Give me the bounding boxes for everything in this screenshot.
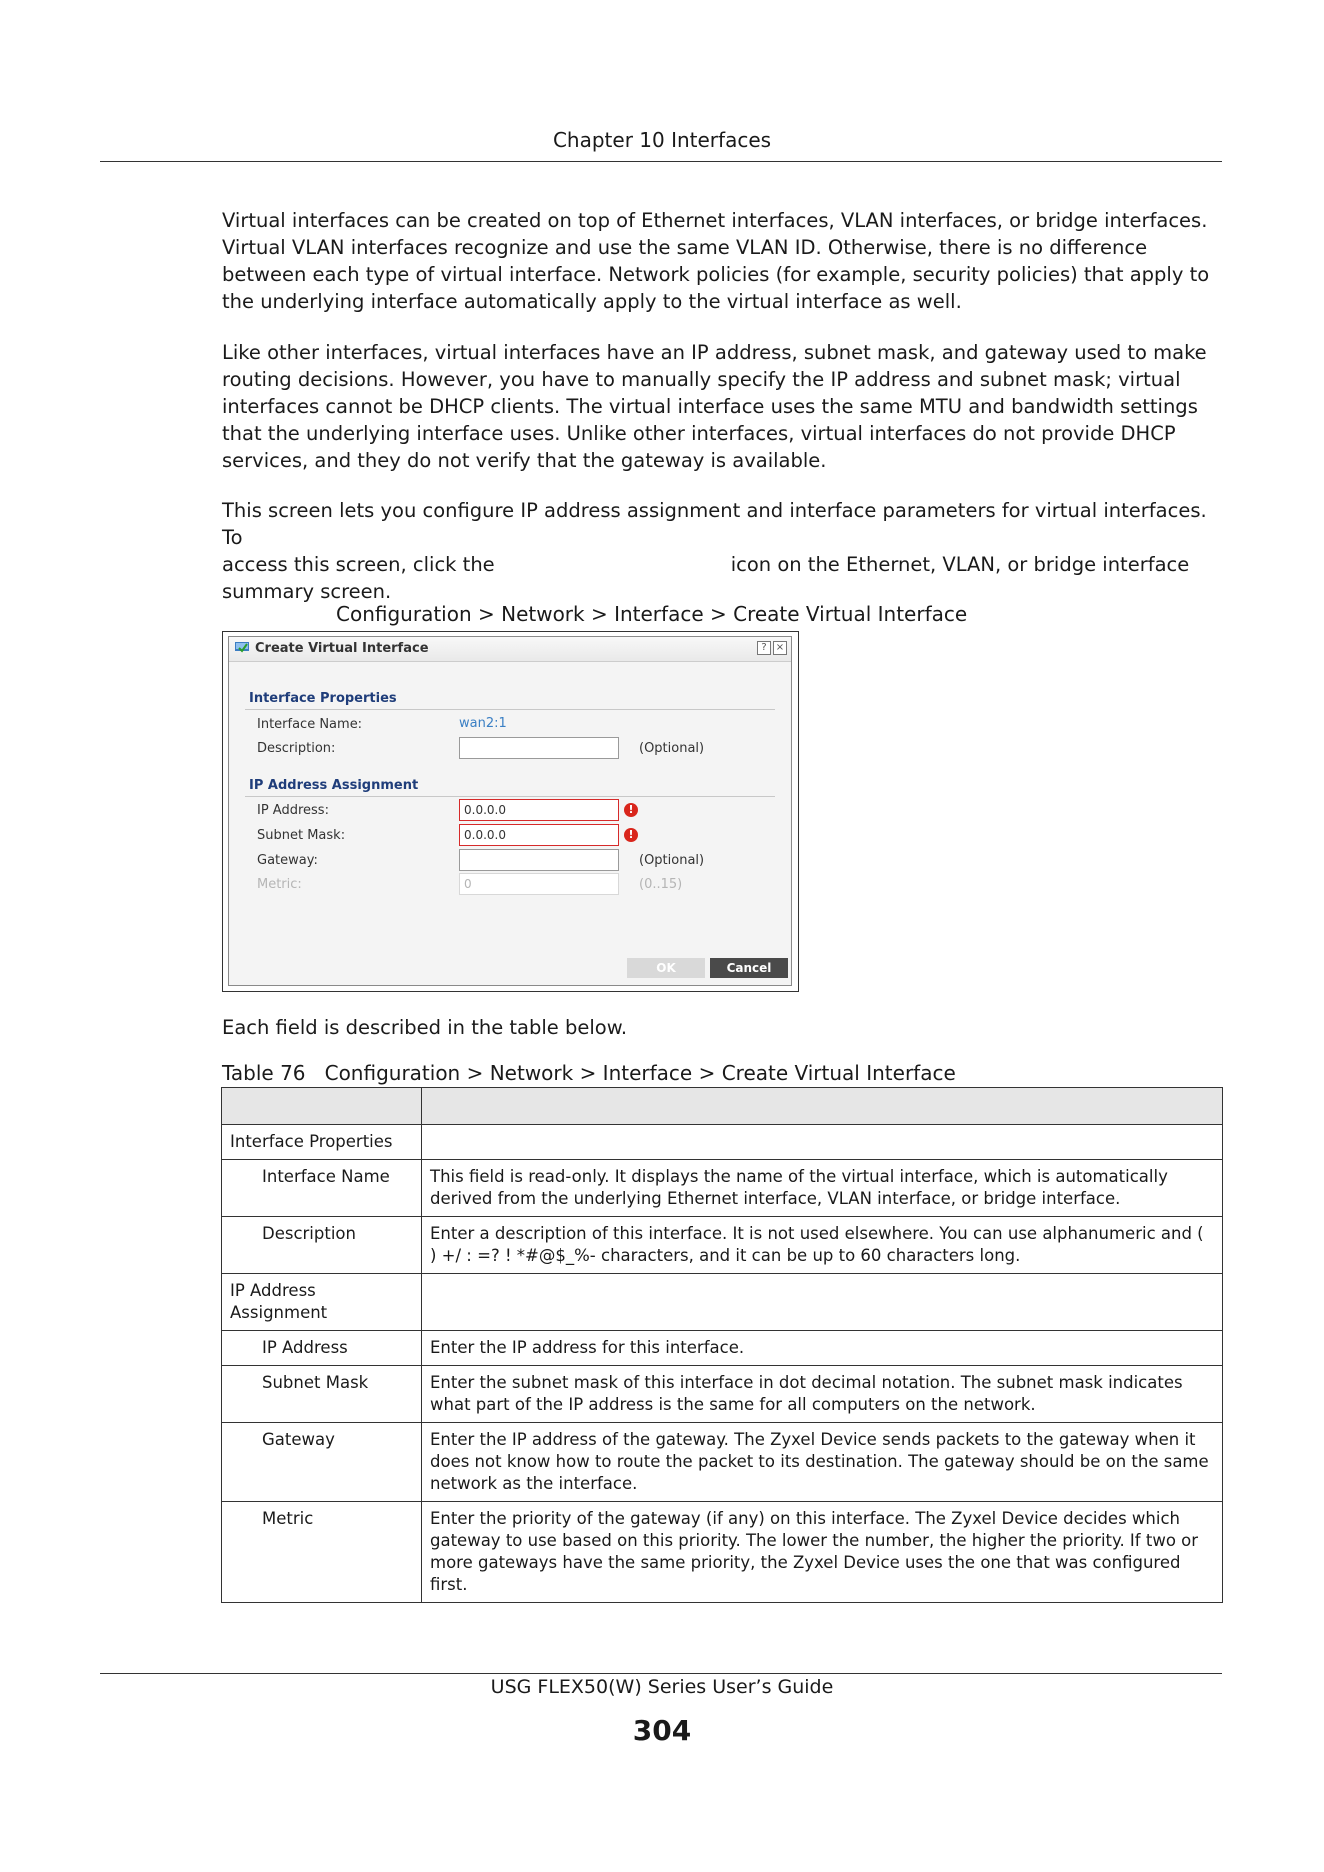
- row-label: Interface Name: [222, 1160, 422, 1217]
- ip-address-label: IP Address:: [257, 803, 329, 818]
- table-row: [222, 1502, 1223, 1603]
- interface-name-value: wan2:1: [459, 716, 507, 731]
- paragraph-3-line-2: [222, 551, 1232, 578]
- figure-caption: Configuration > Network > Interface > Create Virtual Interface: [336, 602, 968, 626]
- section-divider: [245, 709, 775, 710]
- table-row: [222, 1366, 1223, 1423]
- table-row: [222, 1217, 1223, 1274]
- row-label: Interface Properties: [222, 1125, 422, 1160]
- header-rule: [100, 161, 1222, 162]
- window-icon: [235, 642, 249, 654]
- footer-rule: [100, 1673, 1222, 1674]
- paragraph-2: Like other interfaces, virtual interfaces have an IP address, subnet mask, and gateway used to make routing decisions. However, you have to manually specify the IP address and subnet mask; virtual interfaces cannot be DHCP clients. The virtual interface uses the same MTU and bandwidth settings that the underlying interface uses. Unlike other interfaces, virtual interfaces do not provide DHCP services, and they do not verify that the gateway is available.: [222, 341, 1207, 472]
- section-interface-properties: Interface Properties: [249, 691, 397, 706]
- dialog-screenshot: [222, 631, 799, 992]
- metric-label: Metric:: [257, 877, 302, 892]
- footer-guide-title: USG FLEX50(W) Series User’s Guide: [490, 1676, 834, 1698]
- table-row: [222, 1125, 1223, 1160]
- interface-name-label: Interface Name:: [257, 717, 363, 732]
- paragraph-3-line-2b: icon on the Ethernet, VLAN, or bridge interface: [730, 553, 1190, 576]
- row-description: Enter the IP address of the gateway. The Zyxel Device sends packets to the gateway when it does not know how to route the packet to its destination. The gateway should be on the same network as the interface.: [422, 1423, 1223, 1502]
- gateway-label: Gateway:: [257, 853, 318, 868]
- subnet-mask-input[interactable]: 0.0.0.0: [459, 824, 619, 846]
- row-description: This field is read-only. It displays the name of the virtual interface, which is automatically derived from the underlying Ethernet interface, VLAN interface, or bridge interface.: [422, 1160, 1223, 1217]
- gateway-optional: (Optional): [639, 853, 705, 868]
- dialog-title: Create Virtual Interface: [255, 641, 429, 656]
- table-intro: Each field is described in the table below.: [222, 1016, 628, 1039]
- description-label: Description:: [257, 741, 336, 756]
- row-description: [422, 1125, 1223, 1160]
- page-number: 304: [632, 1714, 692, 1747]
- paragraph-3-line-2a: access this screen, click the: [222, 553, 495, 576]
- row-label: IP Address: [222, 1331, 422, 1366]
- row-description: Enter a description of this interface. It is not used elsewhere. You can use alphanumeric and ( ) +/ : =? ! *#@$_%- characters, and it can be up to 60 characters long.: [422, 1217, 1223, 1274]
- create-virtual-interface-dialog: [228, 636, 792, 986]
- help-icon[interactable]: ?: [757, 641, 771, 655]
- paragraph-3-line-1: This screen lets you configure IP address assignment and interface parameters for virtual interfaces. To: [222, 499, 1207, 549]
- section-divider: [245, 796, 775, 797]
- error-icon: !: [624, 803, 638, 817]
- row-label: Subnet Mask: [222, 1366, 422, 1423]
- row-description: Enter the priority of the gateway (if any) on this interface. The Zyxel Device decides which gateway to use based on this priority. The lower the number, the higher the priority. If two or more gateways have the same priority, the Zyxel Device uses the one that was configured first.: [422, 1502, 1223, 1603]
- row-description: Enter the IP address for this interface.: [422, 1331, 1223, 1366]
- table-caption: Table 76 Configuration > Network > Interface > Create Virtual Interface: [222, 1061, 956, 1085]
- row-description: Enter the subnet mask of this interface in dot decimal notation. The subnet mask indicates what part of the IP address is the same for all computers on the network.: [422, 1366, 1223, 1423]
- intro-paragraph: [222, 207, 1232, 315]
- chapter-header: Chapter 10 Interfaces: [552, 128, 772, 152]
- cancel-button[interactable]: Cancel: [710, 958, 788, 978]
- virtual-paragraph: [222, 339, 1232, 474]
- error-icon: !: [624, 828, 638, 842]
- table-row: [222, 1331, 1223, 1366]
- close-icon[interactable]: ×: [773, 641, 787, 655]
- description-optional: (Optional): [639, 741, 705, 756]
- subnet-mask-label: Subnet Mask:: [257, 828, 346, 843]
- table-row: [222, 1160, 1223, 1217]
- paragraph-1: Virtual interfaces can be created on top of Ethernet interfaces, VLAN interfaces, or bridge interfaces. Virtual VLAN interfaces recognize and use the same VLAN ID. Otherwise, there is no difference between each type of virtual interface. Network policies (for example, security policies) that apply to the underlying interface automatically apply to the virtual interface as well.: [222, 209, 1210, 313]
- description-input[interactable]: [459, 737, 619, 759]
- paragraph-3-line-3: summary screen.: [222, 580, 392, 603]
- section-ip-address-assignment: IP Address Assignment: [249, 778, 419, 793]
- field-description-table: [221, 1087, 1223, 1603]
- header-cell: [422, 1088, 1223, 1125]
- row-label: Description: [222, 1217, 422, 1274]
- table-row: [222, 1423, 1223, 1502]
- access-paragraph: [222, 497, 1232, 605]
- ok-button[interactable]: OK: [627, 958, 705, 978]
- row-label: Metric: [222, 1502, 422, 1603]
- row-label: IP Address Assignment: [222, 1274, 422, 1331]
- ip-address-input[interactable]: 0.0.0.0: [459, 799, 619, 821]
- metric-range: (0..15): [639, 877, 683, 892]
- dialog-titlebar: [229, 637, 791, 662]
- row-description: [422, 1274, 1223, 1331]
- table-row: [222, 1274, 1223, 1331]
- row-label: Gateway: [222, 1423, 422, 1502]
- metric-input: 0: [459, 873, 619, 895]
- gateway-input[interactable]: [459, 849, 619, 871]
- header-cell: [222, 1088, 422, 1125]
- table-header-row: [222, 1088, 1223, 1125]
